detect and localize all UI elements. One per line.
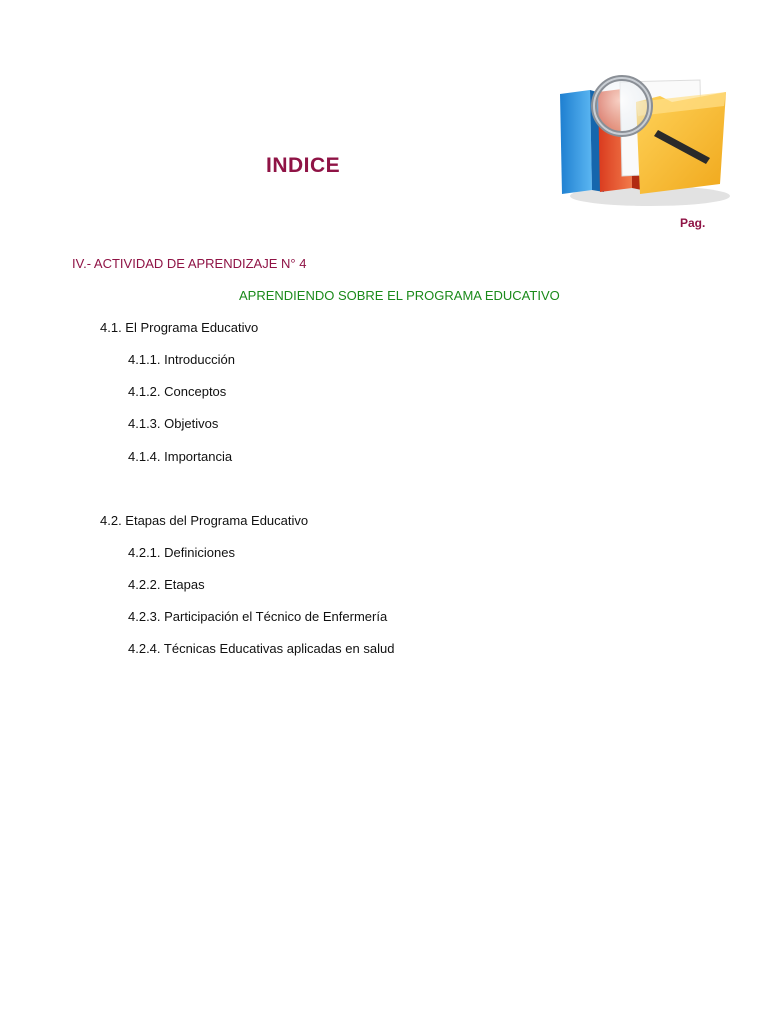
page-column-label: Pag. <box>680 216 706 230</box>
folders-magnifier-icon <box>550 72 735 210</box>
toc-entry-4-2: 4.2. Etapas del Programa Educativo <box>100 513 309 528</box>
section-heading: IV.- ACTIVIDAD DE APRENDIZAJE N° 4 <box>72 256 307 271</box>
toc-entry-4-1-2: 4.1.2. Conceptos <box>128 384 227 399</box>
toc-entry-4-1-3: 4.1.3. Objetivos <box>128 416 219 431</box>
toc-entry-4-1-4: 4.1.4. Importancia <box>128 449 233 464</box>
toc-entry-4-1-1: 4.1.1. Introducción <box>128 352 235 367</box>
toc-entry-4-1: 4.1. El Programa Educativo <box>100 320 259 335</box>
page-title: INDICE <box>266 154 341 177</box>
toc-entry-4-2-4: 4.2.4. Técnicas Educativas aplicadas en salud <box>128 641 395 656</box>
section-subtitle: APRENDIENDO SOBRE EL PROGRAMA EDUCATIVO <box>239 288 560 303</box>
toc-entry-4-2-3: 4.2.3. Participación el Técnico de Enfermería <box>128 609 388 624</box>
toc-entry-4-2-2: 4.2.2. Etapas <box>128 577 205 592</box>
toc-entry-4-2-1: 4.2.1. Definiciones <box>128 545 235 560</box>
